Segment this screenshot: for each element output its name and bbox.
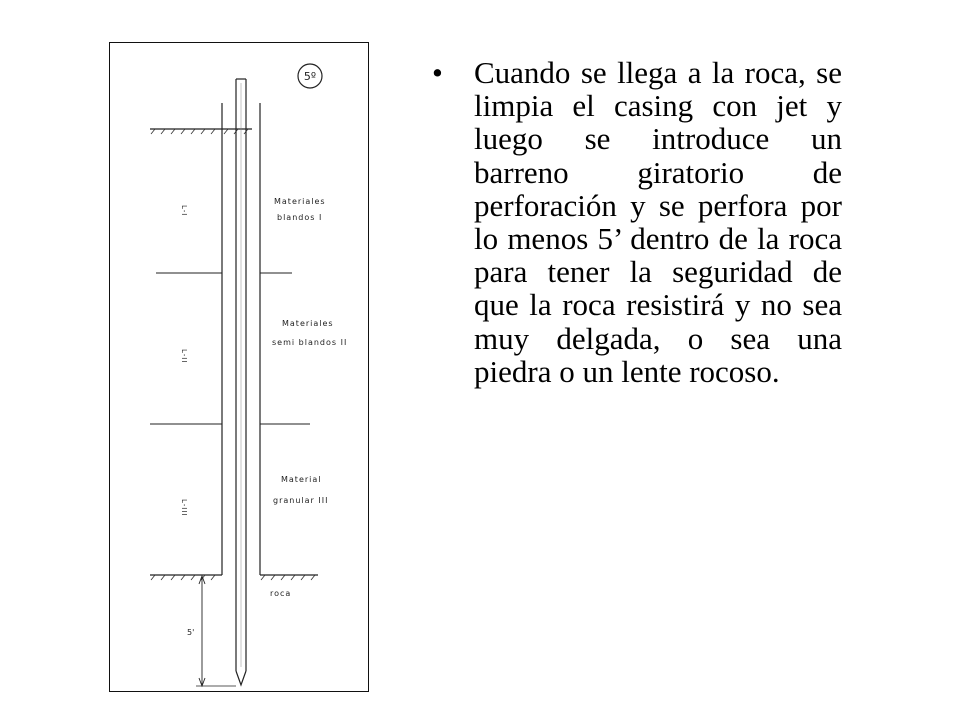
layer-2-label-line2: semi blandos II [272, 338, 348, 347]
layer-1-depth-label: L-I [180, 205, 188, 217]
layer-2-depth-label: L-II [180, 349, 188, 364]
bullet-point: • [432, 55, 443, 90]
layer-3-depth-label: L-III [180, 499, 188, 517]
drilling-diagram-drawing [110, 43, 370, 693]
ground-hatching [151, 129, 248, 134]
bullet-text-block [432, 55, 842, 389]
layer-2-label-line1: Materiales [282, 319, 334, 328]
rock-hatching [151, 575, 315, 580]
layer-1-label-line1: Materiales [274, 197, 326, 206]
layer-3-label-line1: Material [281, 475, 322, 484]
badge-label: 5º [303, 70, 317, 83]
layer-1-label-line2: blandos I [277, 213, 323, 222]
rock-label: roca [270, 589, 292, 598]
drilling-diagram [109, 42, 369, 692]
bullet-paragraph: Cuando se llega a la roca, se limpia el casing con jet y luego se introduce un barreno giratorio de perforación y se perfora por lo menos 5’ dentro de la roca para tener la seguridad de que la roca resistirá y no sea muy delgada, o sea una piedra o un lente rocoso. [474, 55, 842, 389]
layer-3-label-line2: granular III [273, 496, 329, 505]
dimension-label: 5' [187, 628, 195, 637]
drill-bit-tip [236, 671, 246, 685]
